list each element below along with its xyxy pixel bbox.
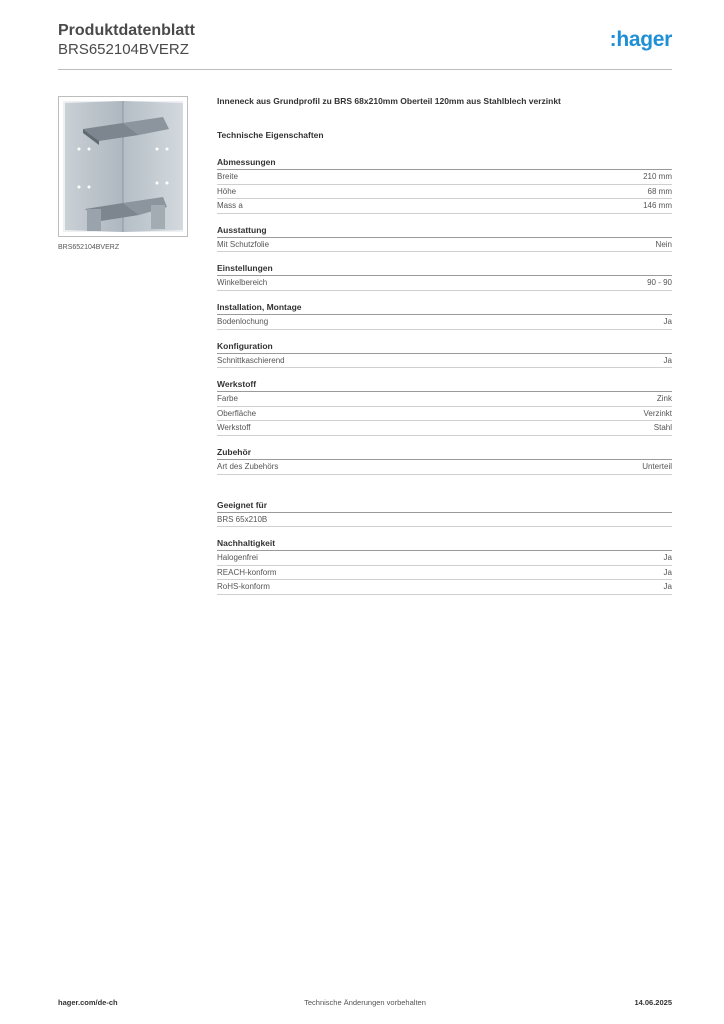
property-row	[217, 185, 672, 200]
product-number: BRS652104BVERZ	[58, 41, 189, 58]
property-label: Halogenfrei	[217, 553, 258, 563]
property-value: Ja	[663, 567, 672, 577]
property-label: REACH-konform	[217, 567, 277, 577]
property-section	[217, 537, 672, 595]
property-value: Ja	[663, 582, 672, 592]
property-label: Art des Zubehörs	[217, 461, 279, 471]
document-title: Produktdatenblatt	[58, 22, 195, 39]
section-heading: Zubehör	[217, 446, 672, 460]
logo-text: hager	[616, 28, 672, 51]
property-row	[217, 170, 672, 185]
property-label: Mass a	[217, 201, 243, 211]
property-label: Mit Schutzfolie	[217, 239, 270, 249]
inner-corner-illustration	[59, 97, 187, 236]
product-details	[217, 96, 672, 595]
property-row	[217, 566, 672, 581]
property-value: Ja	[663, 316, 672, 326]
property-section	[217, 156, 672, 214]
property-section	[217, 224, 672, 253]
section-heading: Werkstoff	[217, 378, 672, 392]
property-label: Oberfläche	[217, 408, 257, 418]
additional-sections	[217, 499, 672, 595]
property-value: Verzinkt	[643, 408, 672, 418]
footer-date: 14.06.2025	[634, 998, 672, 1007]
property-section	[217, 499, 672, 528]
section-heading: Ausstattung	[217, 224, 672, 238]
property-label: Farbe	[217, 394, 238, 404]
property-label: Breite	[217, 172, 238, 181]
section-heading: Geeignet für	[217, 499, 672, 513]
section-heading: Abmessungen	[217, 156, 672, 170]
property-section	[217, 301, 672, 330]
property-value: Zink	[656, 394, 672, 404]
property-label: Winkelbereich	[217, 278, 268, 288]
property-row	[217, 392, 672, 407]
property-row	[217, 354, 672, 369]
property-section	[217, 340, 672, 369]
property-value: 90 - 90	[647, 278, 672, 288]
section-heading: Konfiguration	[217, 340, 672, 354]
product-description: Inneneck aus Grundprofil zu BRS 68x210mm Oberteil 120mm aus Stahlblech verzinkt	[217, 96, 561, 106]
property-row	[217, 407, 672, 422]
property-section	[217, 262, 672, 291]
technical-properties-title: Technische Eigenschaften	[217, 130, 324, 140]
logo-colon: :	[609, 28, 617, 51]
footer-website-link[interactable]: hager.com/de-ch	[58, 998, 118, 1007]
property-label: BRS 65x210B	[217, 514, 268, 524]
property-row	[217, 276, 672, 291]
property-label: Höhe	[217, 186, 237, 196]
property-value: Ja	[663, 355, 672, 365]
property-label: RoHS-konform	[217, 582, 270, 592]
property-row	[217, 199, 672, 214]
property-row	[217, 315, 672, 330]
property-value: 146 mm	[643, 201, 672, 211]
property-value: Unterteil	[642, 461, 672, 471]
hager-logo[interactable]	[610, 28, 672, 52]
property-section	[217, 446, 672, 475]
property-label: Werkstoff	[217, 423, 251, 433]
page-header	[58, 22, 672, 70]
property-row	[217, 238, 672, 253]
property-row	[217, 460, 672, 475]
section-heading: Nachhaltigkeit	[217, 537, 672, 551]
section-heading: Installation, Montage	[217, 301, 672, 315]
footer-disclaimer: Technische Änderungen vorbehalten	[304, 998, 426, 1007]
property-value: Stahl	[653, 423, 672, 433]
property-row	[217, 513, 672, 528]
property-value: 68 mm	[647, 186, 672, 196]
property-value: Ja	[663, 553, 672, 563]
properties-sections	[217, 156, 672, 475]
property-row	[217, 580, 672, 595]
product-image	[58, 96, 188, 237]
property-section	[217, 378, 672, 436]
property-row	[217, 551, 672, 566]
image-caption: BRS652104BVERZ	[58, 244, 120, 251]
property-value: 210 mm	[643, 172, 672, 181]
property-label: Schnittkaschierend	[217, 355, 285, 365]
property-row	[217, 421, 672, 436]
section-heading: Einstellungen	[217, 262, 672, 276]
property-value: Nein	[655, 239, 672, 249]
property-label: Bodenlochung	[217, 316, 269, 326]
